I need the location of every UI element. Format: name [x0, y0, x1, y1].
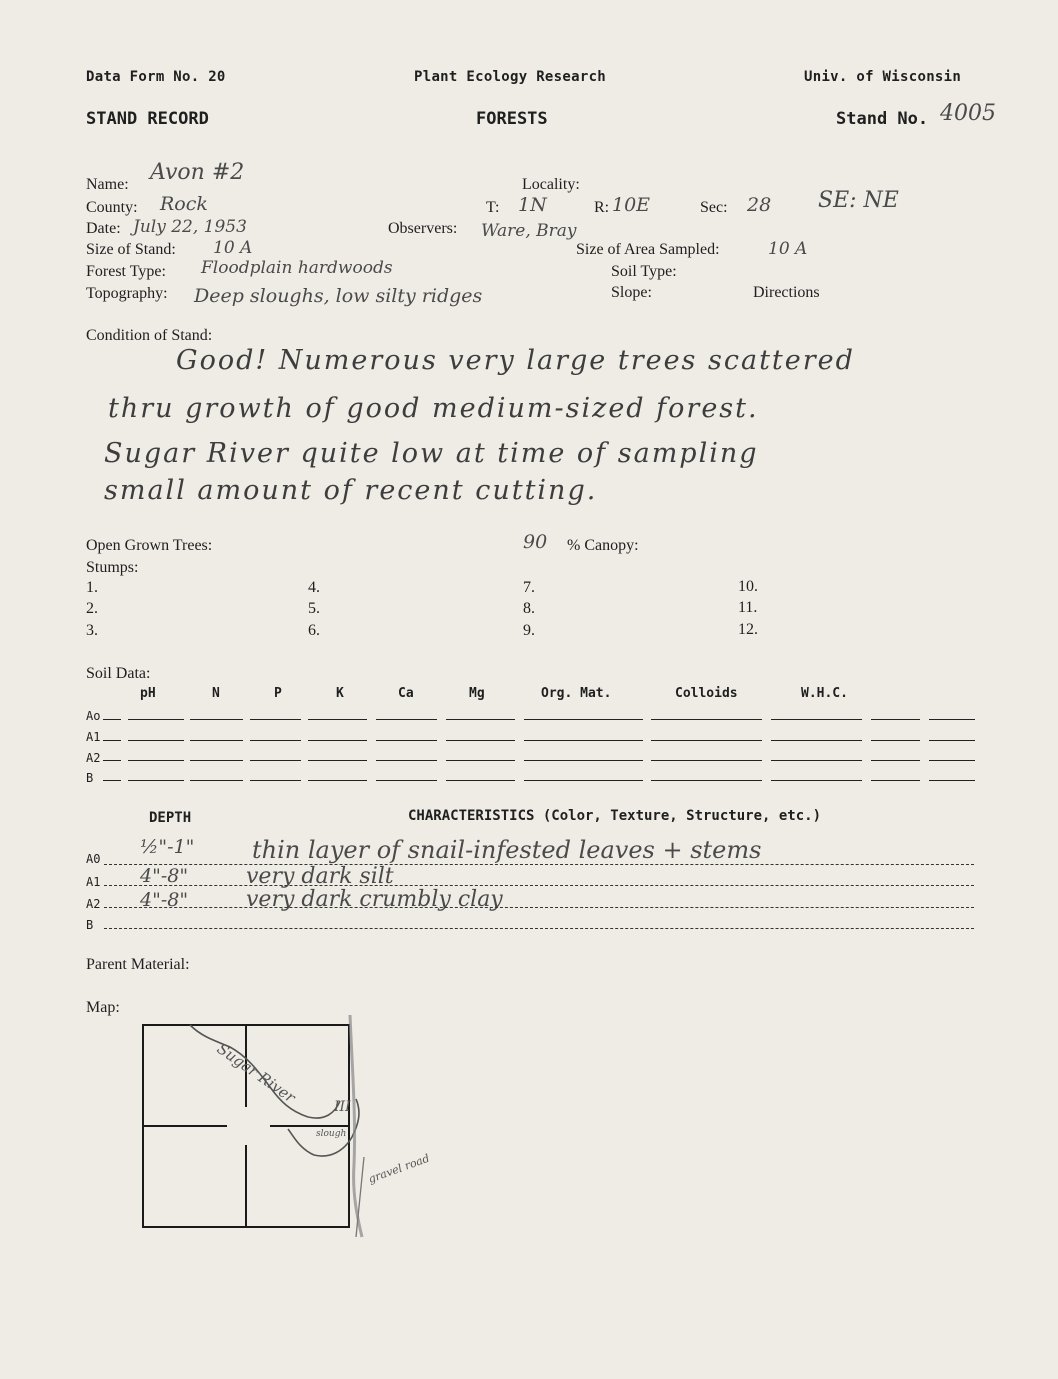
soil-col-header: Ca — [398, 686, 414, 701]
soil-data-cell-line — [128, 760, 184, 761]
stump-number: 8. — [523, 600, 535, 617]
depth-label: DEPTH — [149, 810, 192, 826]
map-marker: III — [334, 1099, 351, 1115]
soil-col-header: pH — [140, 686, 156, 701]
slope-label: Slope: — [611, 284, 652, 301]
soil-data-cell-line — [308, 719, 367, 720]
county-label: County: — [86, 199, 138, 216]
soil-data-cell-line — [929, 740, 975, 741]
profile-entry-line — [104, 907, 974, 908]
stump-number: 7. — [523, 579, 535, 596]
forest-type-label: Forest Type: — [86, 263, 166, 280]
soil-data-cell-line — [103, 760, 121, 761]
stumps-label: Stumps: — [86, 559, 139, 576]
soil-horizon-label: Ao — [86, 709, 101, 723]
stump-number: 6. — [308, 622, 320, 639]
soil-data-cell-line — [524, 760, 643, 761]
soil-col-header: N — [212, 686, 220, 701]
soil-data-cell-line — [771, 740, 862, 741]
soil-data-cell-line — [308, 740, 367, 741]
profile-horizon: B — [86, 918, 94, 932]
profile-characteristics: very dark crumbly clay — [246, 887, 503, 912]
profile-horizon: A0 — [86, 852, 101, 866]
soil-data-cell-line — [308, 780, 367, 781]
soil-col-header: K — [336, 686, 344, 701]
area-sampled-label: Size of Area Sampled: — [576, 241, 720, 258]
soil-data-cell-line — [446, 760, 515, 761]
soil-horizon-label: A1 — [86, 730, 101, 744]
stump-number: 1. — [86, 579, 98, 596]
name-value: Avon #2 — [150, 160, 245, 185]
soil-data-cell-line — [871, 760, 920, 761]
soil-data-cell-line — [190, 740, 243, 741]
profile-depth: 4"-8" — [140, 889, 189, 911]
parent-material-label: Parent Material: — [86, 956, 190, 973]
area-sampled-value: 10 A — [768, 239, 808, 259]
soil-data-cell-line — [250, 760, 301, 761]
soil-data-cell-line — [128, 740, 184, 741]
soil-data-cell-line — [871, 780, 920, 781]
soil-data-cell-line — [651, 760, 762, 761]
soil-data-cell-line — [524, 740, 643, 741]
soil-data-cell-line — [651, 780, 762, 781]
size-label: Size of Stand: — [86, 241, 176, 258]
soil-data-cell-line — [128, 780, 184, 781]
profile-depth: ½"-1" — [140, 836, 195, 858]
form-number: Data Form No. 20 — [86, 69, 226, 85]
profile-horizon: A1 — [86, 875, 101, 889]
profile-depth: 4"-8" — [140, 865, 189, 887]
organization: Plant Ecology Research — [414, 69, 607, 85]
range-value: 10E — [612, 194, 651, 216]
soil-data-cell-line — [651, 719, 762, 720]
soil-data-cell-line — [250, 719, 301, 720]
profile-characteristics: thin layer of snail-infested leaves + stems — [252, 836, 762, 864]
profile-entry-line — [104, 864, 974, 865]
profile-entry-line — [104, 885, 974, 886]
soil-horizon-label: B — [86, 771, 94, 785]
stand-label: Stand No. — [836, 109, 929, 129]
soil-data-cell-line — [190, 760, 243, 761]
canopy-label: % Canopy: — [567, 537, 639, 554]
topography-value: Deep sloughs, low silty ridges — [194, 285, 483, 307]
forest-type-value: Floodplain hardwoods — [201, 258, 393, 278]
soil-data-cell-line — [308, 760, 367, 761]
section-label: Sec: — [700, 199, 728, 216]
section-map — [130, 1005, 450, 1240]
stump-number: 3. — [86, 622, 98, 639]
soil-type-label: Soil Type: — [611, 263, 677, 280]
map-label: Map: — [86, 999, 120, 1016]
soil-data-cell-line — [771, 760, 862, 761]
stand-number: 4005 — [940, 101, 996, 126]
soil-data-cell-line — [929, 760, 975, 761]
soil-data-cell-line — [250, 740, 301, 741]
stump-number: 2. — [86, 600, 98, 617]
range-label: R: — [594, 199, 610, 216]
soil-data-cell-line — [190, 719, 243, 720]
size-value: 10 A — [213, 238, 253, 258]
name-label: Name: — [86, 176, 129, 193]
soil-data-cell-line — [524, 780, 643, 781]
canopy-value: 90 — [523, 531, 548, 553]
county-value: Rock — [160, 193, 208, 215]
road-label: gravel road — [366, 1151, 432, 1186]
condition-line-2: thru growth of good medium-sized forest. — [108, 393, 759, 424]
stump-number: 4. — [308, 579, 320, 596]
soil-data-cell-line — [446, 740, 515, 741]
soil-data-cell-line — [376, 780, 437, 781]
soil-data-cell-line — [446, 719, 515, 720]
soil-data-cell-line — [651, 740, 762, 741]
soil-data-cell-line — [376, 760, 437, 761]
soil-data-cell-line — [929, 780, 975, 781]
soil-col-header: P — [274, 686, 282, 701]
soil-data-cell-line — [871, 740, 920, 741]
stump-number: 12. — [738, 621, 758, 638]
condition-line-3: Sugar River quite low at time of sampling — [104, 438, 759, 469]
category-title: FORESTS — [476, 109, 548, 129]
soil-data-cell-line — [929, 719, 975, 720]
soil-data-cell-line — [524, 719, 643, 720]
characteristics-label: CHARACTERISTICS (Color, Texture, Structure, etc.) — [408, 808, 822, 824]
soil-data-label: Soil Data: — [86, 665, 151, 682]
observers-value: Ware, Bray — [481, 221, 577, 241]
soil-col-header: W.H.C. — [801, 686, 848, 701]
university: Univ. of Wisconsin — [804, 69, 962, 85]
soil-data-cell-line — [190, 780, 243, 781]
condition-line-1: Good! Numerous very large trees scattered — [176, 345, 855, 376]
soil-data-cell-line — [128, 719, 184, 720]
soil-col-header: Org. Mat. — [541, 686, 612, 701]
stump-number: 9. — [523, 622, 535, 639]
topography-label: Topography: — [86, 285, 168, 302]
soil-data-cell-line — [376, 740, 437, 741]
stump-number: 5. — [308, 600, 320, 617]
soil-data-cell-line — [771, 719, 862, 720]
soil-horizon-label: A2 — [86, 751, 101, 765]
soil-data-cell-line — [103, 780, 121, 781]
profile-entry-line — [104, 928, 974, 929]
soil-data-cell-line — [446, 780, 515, 781]
township-value: 1N — [518, 194, 547, 216]
river-label: Sugar River — [213, 1039, 299, 1107]
soil-data-cell-line — [103, 719, 121, 720]
profile-characteristics: very dark silt — [246, 864, 394, 889]
locality-label: Locality: — [522, 176, 580, 193]
soil-data-cell-line — [771, 780, 862, 781]
section-quarter: SE: NE — [818, 188, 899, 213]
soil-col-header: Mg — [469, 686, 485, 701]
soil-data-cell-line — [250, 780, 301, 781]
record-title: STAND RECORD — [86, 109, 209, 129]
soil-data-cell-line — [103, 740, 121, 741]
soil-col-header: Colloids — [675, 686, 738, 701]
condition-line-4: small amount of recent cutting. — [104, 475, 598, 506]
profile-horizon: A2 — [86, 897, 101, 911]
soil-data-cell-line — [376, 719, 437, 720]
date-label: Date: — [86, 220, 121, 237]
directions-label: Directions — [753, 284, 820, 301]
stump-number: 11. — [738, 599, 758, 616]
stump-number: 10. — [738, 578, 758, 595]
date-value: July 22, 1953 — [133, 217, 247, 237]
condition-label: Condition of Stand: — [86, 327, 213, 344]
slough-label: slough — [316, 1129, 347, 1139]
open-grown-label: Open Grown Trees: — [86, 537, 213, 554]
section-value: 28 — [747, 194, 772, 216]
township-label: T: — [486, 199, 500, 216]
observers-label: Observers: — [388, 220, 458, 237]
soil-data-cell-line — [871, 719, 920, 720]
